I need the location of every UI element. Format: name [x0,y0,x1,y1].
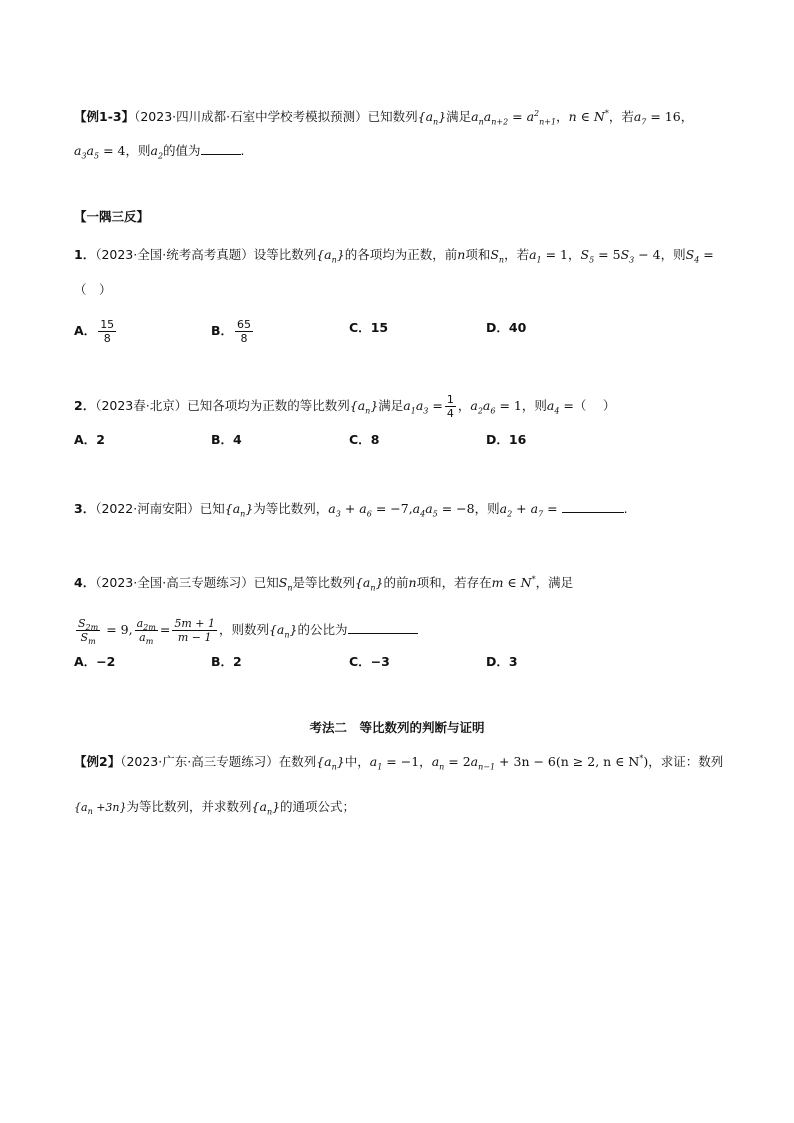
var-n: n [457,247,466,262]
a4-eq: $a_4$ = [546,398,574,416]
stem-text: ， [680,109,694,124]
option-d[interactable]: D．3 [486,654,518,669]
source: （2023·全国·高三专题练习） [95,575,254,590]
example-tag: 【例1-3】 [74,109,135,124]
a2: $a_2$ [150,143,164,161]
seq-an: $\{a_n\}$ [224,501,254,519]
source: （2022·河南安阳） [95,501,200,516]
a2-a7: $a_2 + a_7$ = [499,501,558,519]
a2a6-eq: $a_2a_6 = 1$ [470,398,522,416]
fraction: $\frac{1}{4}$ [446,393,454,420]
question-1 [74,245,714,265]
seq-an: $\{a_n\}$ [354,575,384,593]
option-a[interactable]: A．−2 [74,654,116,669]
question-4-line2: $\frac{S_{2m}}{S_m}$ = 9, $\frac{a_{2m}}{a_m}$ = $\frac{5m + 1}{m - 1}$ ，则数列$\{a_n\}$的公比为 [74,614,418,646]
stem-text: 的值为 [163,143,201,158]
question-number: 4． [74,575,96,590]
stem-text: 满足 [446,109,472,124]
stem-text: 是等比数列 [292,575,355,590]
Sn: $S_n$ [490,247,505,265]
comma: ， [568,247,581,262]
example-2-line2 [74,797,355,818]
stem-text: 已知 [253,575,279,590]
question-2 [74,393,615,420]
stem-text: 已知 [199,501,225,516]
stem-text: ，若 [504,247,530,262]
recurrence: $a_na_{n+2} = a^2_{n+1}$ [471,108,557,127]
source: （2023·四川成都·石室中学校考模拟预测） [134,109,368,124]
stem-text: 项和，若存在 [416,575,492,590]
stem-text: ，则 [660,247,686,262]
answer-paren: （ ） [74,282,112,297]
stem-text: 为等比数列， [253,501,329,516]
stem-text: 已知数列 [367,109,418,124]
period: . [240,143,245,158]
fraction-a2m-am: $\frac{a_{2m}}{a_m}$ [136,617,156,647]
n-in-N: n ∈ N* [568,108,609,124]
var-n: n [408,575,417,590]
fraction-5m: $\frac{5m + 1}{m - 1}$ [174,617,215,644]
stem-text: 中， [344,754,370,769]
seq-an: $\{a_n\}$ [417,109,447,127]
fraction: $\frac{65}{8}$ [237,318,252,345]
example-2-line1 [74,752,723,772]
stem-text: 设等比数列 [253,247,317,262]
answer-blank [348,621,418,634]
example-1-3-line1 [74,107,693,127]
fraction: $\frac{15}{8}$ [100,318,115,345]
seq-an: $\{a_n\}$ [316,247,345,265]
source: （2023·广东·高三专题练习） [120,754,279,769]
answer-paren: （ ） [573,398,616,413]
a1-eq: $a_1 = -1$ [369,754,420,772]
seq-an: $\{a_n\}$ [316,754,345,772]
s4-eq: $S_4$ = [685,247,714,265]
stem-text: ，则 [125,143,151,158]
comma: ， [457,398,471,413]
option-b[interactable]: B．4 [211,432,242,447]
stem-text: 的公比为 [297,622,348,637]
a3a5-eq: $a_3a_5 = 4$ [74,143,126,161]
stem-text: 的前 [383,575,409,590]
stem-text: 的通项公式； [280,799,356,814]
stem-text: ，则 [521,398,547,413]
seq-an-3n: $\{a_n +3n\}$ [74,801,127,817]
a1a3-eq: $a_1a_3$ = [403,398,443,416]
method-heading: 考法二 等比数列的判断与证明 [309,720,485,735]
comma: ， [419,754,432,769]
option-c[interactable]: C．8 [349,432,380,447]
stem-text: 满足 [378,398,404,413]
eq9: = 9, [102,622,133,637]
recurrence: $a_n = 2a_{n-1} + 3n - 6(n \ge 2$, n ∈ N*) [431,753,649,772]
option-d[interactable]: D．40 [486,320,527,335]
seq-an: $\{a_n\}$ [251,799,281,817]
example-tag: 【例2】 [74,754,121,769]
seq-an: $\{a_n\}$ [268,622,298,640]
answer-blank [562,500,624,513]
stem-text: ， [556,109,569,124]
stem-text: 已知各项均为正数的等比数列 [187,398,350,413]
example-1-3-line2 [74,141,245,161]
a7-eq: $a_7 = 16$ [633,109,681,127]
stem-text: ，满足 [535,575,574,590]
question-4 [74,573,573,593]
option-a[interactable]: A． $\frac{15}{8}$ [74,318,115,345]
source: （2023春·北京） [95,398,188,413]
expr-1: $a_3 + a_6 = -7,a_4a_5 = -8$ [328,501,475,519]
period: . [623,501,628,516]
answer-blank [201,142,241,155]
s5-eq: $S_5 = 5S_3 - 4$ [580,247,661,265]
stem-text: 的各项均为正数，前 [344,247,458,262]
fraction-s2m-sm: $\frac{S_{2m}}{S_m}$ [78,617,99,647]
option-b[interactable]: B． $\frac{65}{8}$ [211,318,252,345]
question-number: 2． [74,398,96,413]
option-b[interactable]: B．2 [211,654,242,669]
stem-text: 项和 [465,247,491,262]
question-number: 1． [74,247,96,262]
stem-text: ，则数列 [218,622,269,637]
Sn: $S_n$ [278,575,293,593]
section-title: 【一隅三反】 [74,209,150,224]
option-c[interactable]: C．15 [349,320,389,335]
stem-text: 为等比数列，并求数列 [126,799,252,814]
seq-an: $\{a_n\}$ [349,398,379,416]
stem-text: ，若 [608,109,634,124]
source: （2023·全国·统考高考真题） [95,247,254,262]
question-3 [74,499,628,519]
m-in-N: m ∈ N* [491,574,536,590]
a1-eq: $a_1 = 1$ [529,247,569,265]
option-d[interactable]: D．16 [486,432,527,447]
option-c[interactable]: C．−3 [349,654,390,669]
question-number: 3． [74,501,96,516]
option-a[interactable]: A．2 [74,432,105,447]
stem-text: 在数列 [278,754,317,769]
stem-text: ，则 [474,501,500,516]
stem-text: ，求证：数列 [648,754,724,769]
